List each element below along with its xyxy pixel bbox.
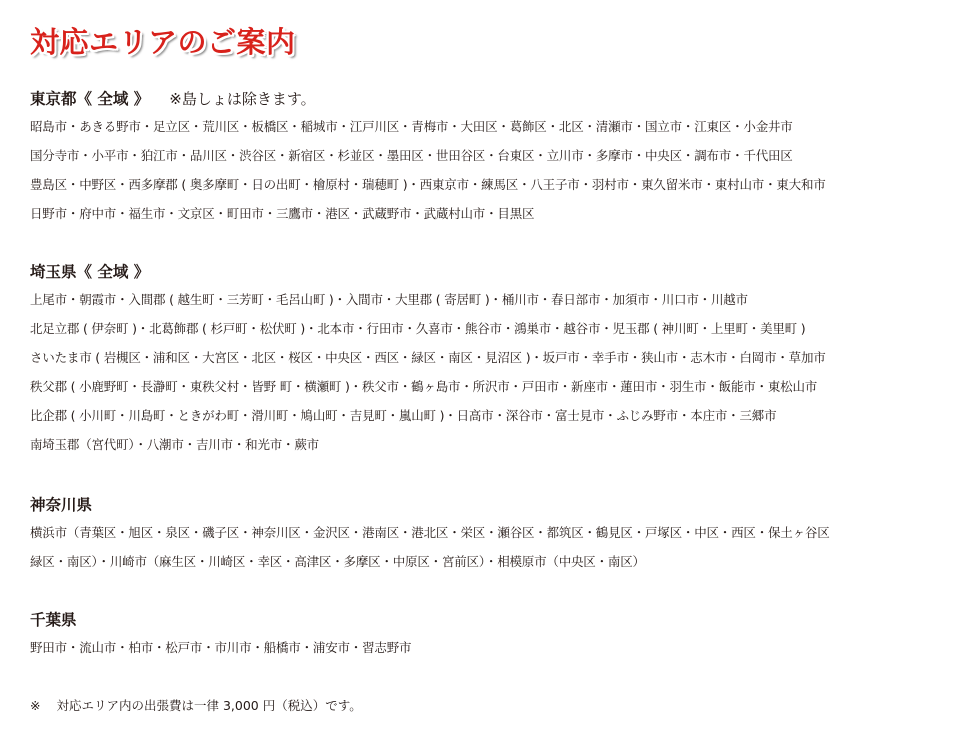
section-tokyo bbox=[30, 86, 945, 228]
section-chiba bbox=[30, 607, 945, 662]
footnote-mark: ※ bbox=[30, 698, 41, 713]
region-line: 豊島区・中野区・西多摩郡 ( 奥多摩町・日の出町・檜原村・瑞穂町 )・西東京市・練馬区・八王子市・羽村市・東久留米市・東村山市・東大和市 bbox=[30, 177, 826, 192]
region-line: 国分寺市・小平市・狛江市・品川区・渋谷区・新宿区・杉並区・墨田区・世田谷区・台東区・立川市・多摩市・中央区・調布市・千代田区 bbox=[30, 148, 793, 163]
footnote-text: 対応エリア内の出張費は一律 3,000 円（税込）です。 bbox=[56, 698, 362, 713]
region-line: 昭島市・あきる野市・足立区・荒川区・板橋区・稲城市・江戸川区・青梅市・大田区・葛飾区・北区・清瀬市・国立市・江東区・小金井市 bbox=[30, 119, 793, 134]
region-line: 野田市・流山市・柏市・松戸市・市川市・船橋市・浦安市・習志野市 bbox=[30, 640, 412, 655]
region-line: 日野市・府中市・福生市・文京区・町田市・三鷹市・港区・武蔵野市・武蔵村山市・目黒区 bbox=[30, 206, 535, 221]
section-heading-chiba: 千葉県 bbox=[30, 611, 77, 629]
section-heading-saitama: 埼玉県《 全域 》 bbox=[30, 263, 150, 281]
region-line: 比企郡 ( 小川町・川島町・ときがわ町・滑川町・鳩山町・吉見町・嵐山町 )・日高市・深谷市・富士見市・ふじみ野市・本庄市・三郷市 bbox=[30, 408, 777, 423]
section-heading-tokyo-label: 東京都《 全域 》 bbox=[30, 90, 150, 108]
section-note-tokyo: ※島しょは除きます。 bbox=[169, 90, 316, 108]
section-heading-kanagawa: 神奈川県 bbox=[30, 496, 93, 514]
section-heading-tokyo bbox=[30, 86, 945, 112]
region-line: 秩父郡 ( 小鹿野町・長瀞町・東秩父村・皆野 町・横瀬町 )・秩父市・鶴ヶ島市・所沢市・戸田市・新座市・蓮田市・羽生市・飯能市・東松山市 bbox=[30, 379, 818, 394]
region-line: 北足立郡 ( 伊奈町 )・北葛飾郡 ( 杉戸町・松伏町 )・北本市・行田市・久喜市・熊谷市・鴻巣市・越谷市・児玉郡 ( 神川町・上里町・美里町 ) bbox=[30, 321, 806, 336]
region-line: さいたま市 ( 岩槻区・浦和区・大宮区・北区・桜区・中央区・西区・緑区・南区・見沼区 )・坂戸市・幸手市・狭山市・志木市・白岡市・草加市 bbox=[30, 350, 826, 365]
region-line: 上尾市・朝霞市・入間郡 ( 越生町・三芳町・毛呂山町 )・入間市・大里郡 ( 寄居町 )・桶川市・春日部市・加須市・川口市・川越市 bbox=[30, 292, 748, 307]
section-saitama bbox=[30, 259, 945, 459]
section-kanagawa bbox=[30, 492, 945, 576]
travel-fee-footnote bbox=[30, 694, 362, 718]
region-line: 南埼玉郡（宮代町）・八潮市・吉川市・和光市・蕨市 bbox=[30, 437, 319, 452]
page-title: 対応エリアのご案内 bbox=[30, 25, 296, 59]
region-line: 横浜市（青葉区・旭区・泉区・磯子区・神奈川区・金沢区・港南区・港北区・栄区・瀬谷区・都筑区・鶴見区・戸塚区・中区・西区・保土ヶ谷区 bbox=[30, 525, 830, 540]
region-line: 緑区・南区）・川崎市（麻生区・川崎区・幸区・高津区・多摩区・中原区・宮前区）・相模原市（中央区・南区） bbox=[30, 554, 645, 569]
